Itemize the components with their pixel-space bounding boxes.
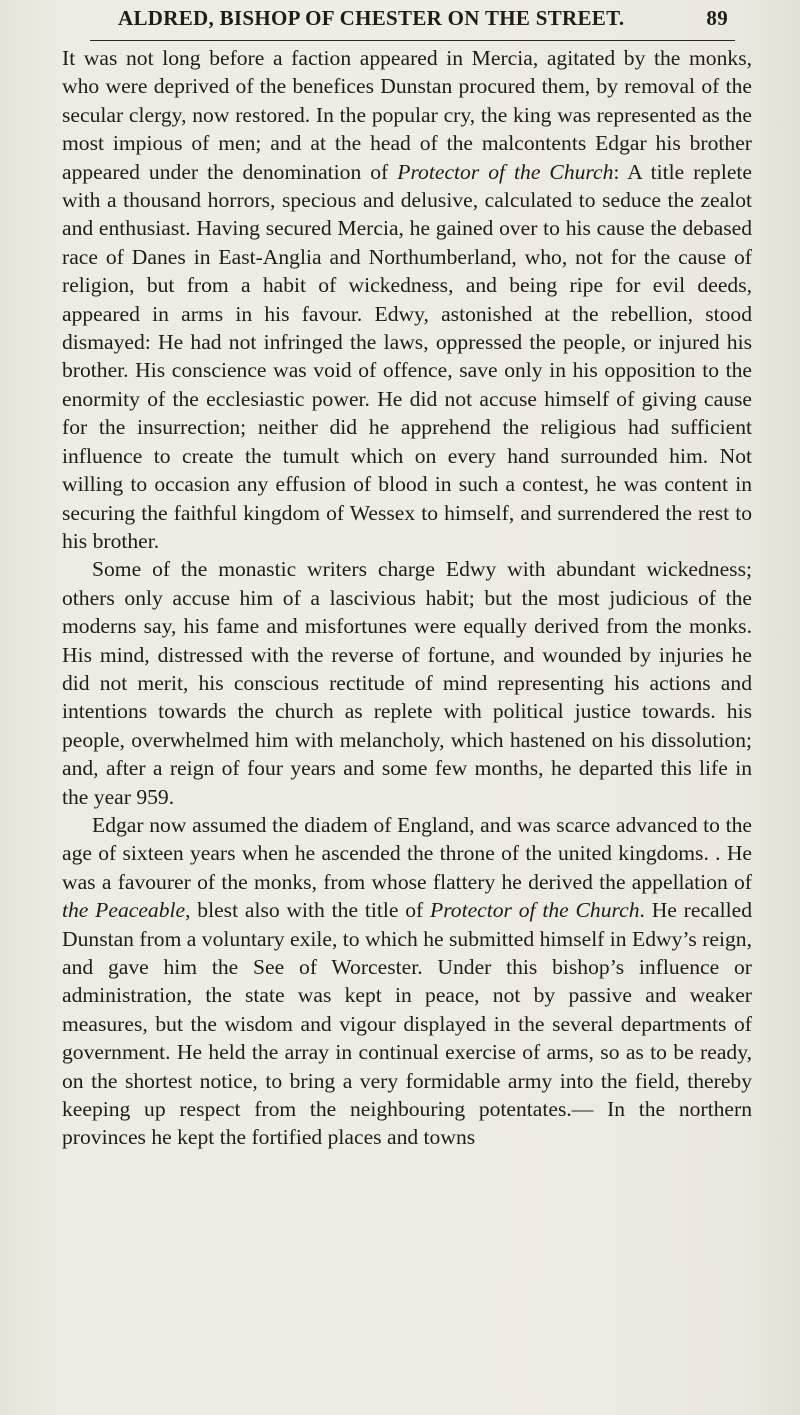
text-run: Some of the monastic writers charge Edwy with abundant wickedness; others only accuse him of a lascivious habit; but the most judicious of the moderns say, his fame and misfortunes were equally derived from the monks. His mind, distressed with the reverse of fortune, and wounded by injuries he did not merit, his conscious rectitude of mind representing his actions and intentions towards the church as replete with political justice towards. his people, overwhelmed him with melancholy, which hastened on his dissolution; and, after a reign of four years and some few months, he departed this life in the year 959.	[62, 557, 752, 809]
running-head: ALDRED, BISHOP OF CHESTER ON THE STREET.	[118, 6, 625, 30]
text-run: , blest also with the title of	[185, 898, 430, 923]
paragraph	[62, 555, 752, 811]
page-number: 89	[706, 6, 728, 30]
body-text	[62, 44, 752, 1152]
text-run: : A title replete with a thousand horrors, specious and delusive, calculated to seduce the zealot and enthusiast. Having secured Mercia, he gained over to his cause the debased race of Danes in East-Anglia and Northumberland, who, not for the cause of religion, but from a habit of wickedness, and being ripe for evil deeds, appeared in arms in his favour. Edwy, astonished at the rebellion, stood dismayed: He had not infringed the laws, oppressed the people, or injured his brother. His conscience was void of offence, save only in his opposition to the enormity of the ecclesiastic power. He did not accuse himself of giving cause for the insurrection; neither did he apprehend the religious had sufficient influence to create the tumult which on every hand surrounded him. Not willing to occasion any effusion of blood in such a contest, he was content in securing the faithful kingdom of Wessex to himself, and surrendered the rest to his brother.	[62, 159, 752, 553]
italic-text: Protector of the Church	[397, 159, 614, 184]
italic-text: the Peaceable	[62, 898, 186, 923]
text-run: . He recalled Dunstan from a voluntary exile, to which he submitted himself in Edwy’s reign, and gave him the See of Worcester. Under this bishop’s influence or administration, the state was kept in peace, not by passive and weaker measures, but the wisdom and vigour displayed in the several departments of government. He held the array in continual exercise of arms, so as to be ready, on the shortest notice, to bring a very formidable army into the field, thereby keeping up respect from the neighbouring potentates.— In the northern provinces he kept the fortified places and towns	[62, 898, 753, 1150]
page-header	[118, 6, 728, 36]
header-rule	[90, 40, 735, 41]
paragraph	[62, 811, 752, 1152]
text-run: Edgar now assumed the diadem of England, and was scarce advanced to the age of sixteen years when he ascended the throne of the united kingdoms. . He was a favourer of the monks, from whose flattery he derived the appellation of	[62, 812, 752, 894]
text-run: It was not long before a faction appeared in Mercia, agitated by the monks, who were deprived of the benefices Dunstan procured them, by removal of the secular clergy, now restored. In the popular cry, the king was represented as the most impious of men; and at the head of the malcontents Edgar his brother appeared under the denomination of	[62, 46, 752, 184]
paragraph	[62, 44, 752, 555]
italic-text: Protector of the Church	[430, 898, 640, 923]
